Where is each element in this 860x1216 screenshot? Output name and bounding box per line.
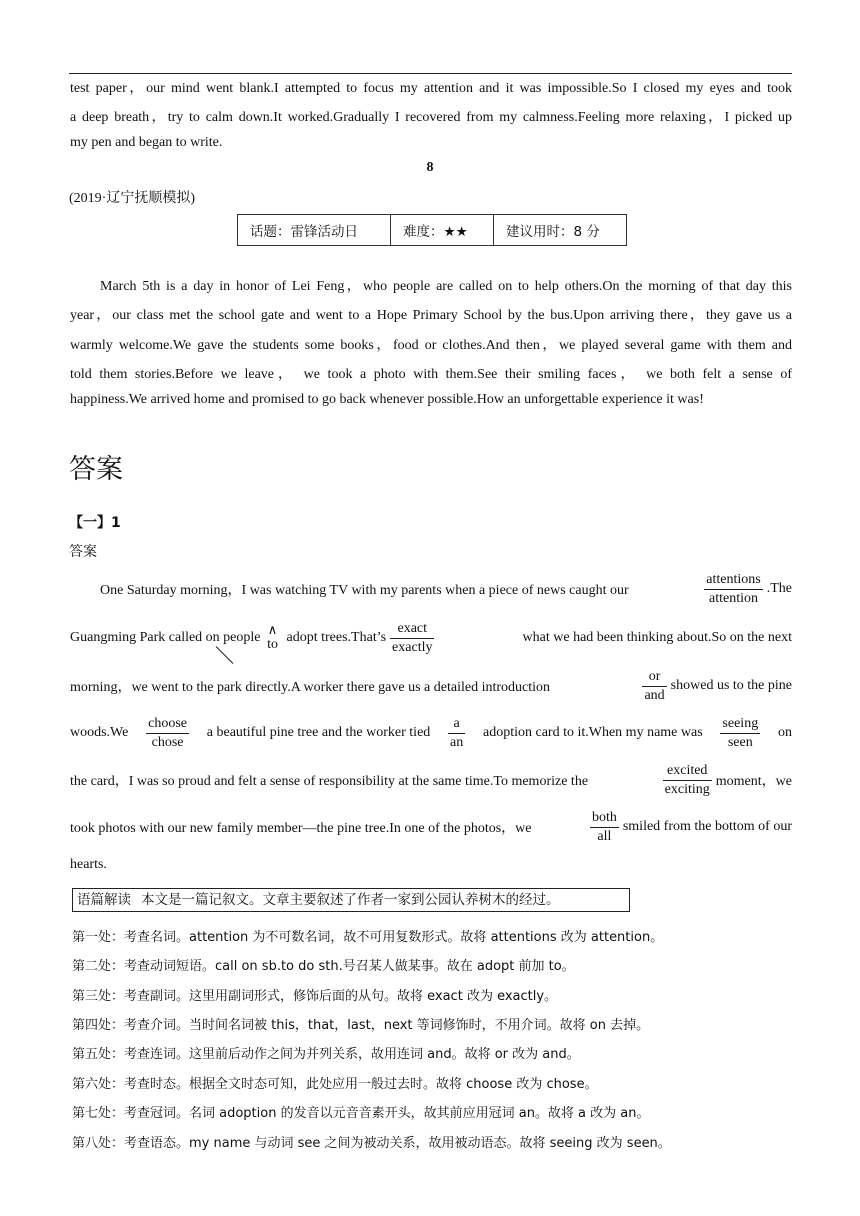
paragraph-line: test paper，our mind went blank.I attempted to focus my attention and it was impossible.So I closed my eyes and took (70, 81, 792, 96)
topic-cell: 话题：雷锋活动日 (238, 215, 391, 246)
note-item: 第七处：考查冠词。名词 adoption 的发音以元音音素开头，故其前应用冠词 an。故将 a 改为 an。 (72, 1106, 650, 1121)
answer-label: 答案 (69, 544, 97, 560)
corrected-text: woods.We (70, 725, 129, 740)
corrected-text: a beautiful pine tree and the worker tied (206, 725, 431, 740)
passage-line: year，our class met the school gate and went to a Hope Primary School by the bus.Upon arriving there，they gave us a (70, 308, 792, 323)
difficulty-cell: 难度：★★ (391, 215, 494, 246)
corrected-text: Guangming Park called on people (70, 630, 261, 645)
correction-mark: $\frac{\text{seeing}}{\text{seen}}$ (722, 716, 759, 750)
corrected-text: One Saturday morning，I was watching TV with my parents when a piece of news caught our (100, 583, 629, 598)
passage-line: March 5th is a day in honor of Lei Feng，who people are called on to help others.On the morning of that day this (100, 279, 792, 294)
corrected-text: morning，we went to the park directly.A worker there gave us a detailed introduction (70, 680, 550, 695)
corrected-text: adoption card to it.When my name was (483, 725, 703, 740)
passage-line: happiness.We arrived home and promised to go back whenever possible.How an unforgettable experience it was! (70, 392, 704, 407)
time-cell: 建议用时：8 分 (494, 215, 627, 246)
correction-mark: $\frac{or}{\text{and}}$ (644, 669, 665, 703)
correction-mark: $\frac{\text{choose}}{\text{chose}}$ (148, 716, 188, 750)
correction-mark: $\frac{\text{attentions}}{\text{attention}}$ (706, 572, 761, 606)
passage-line: warmly welcome.We gave the students some books，food or clothes.And then，we played several game with them and (70, 338, 792, 353)
corrected-text: adopt trees.That’s (286, 630, 387, 645)
analysis-text: 本文是一篇记叙文。文章主要叙述了作者一家到公园认养树木的经过。 (141, 892, 560, 908)
corrected-text: took photos with our new family member—the pine tree.In one of the photos，we (70, 821, 532, 836)
paragraph-line: a deep breath，try to calm down.It worked.Gradually I recovered from my calmness.Feeling more relaxing，I picked up (70, 110, 792, 125)
correction-mark: $\frac{\text{excited}}{\text{exciting}}$ (664, 763, 710, 797)
corrected-text: .The (766, 581, 792, 596)
note-item: 第一处：考查名词。attention 为不可数名词，故不可用复数形式。故将 attentions 改为 attention。 (72, 930, 664, 945)
corrected-text: showed us to the pine (670, 678, 792, 693)
corrected-text: hearts. (70, 857, 107, 872)
section-label: 【一】1 (69, 515, 121, 531)
topic-table (237, 214, 627, 246)
insertion-mark: ∧ to (267, 621, 278, 653)
corrected-text: what we had been thinking about.So on the next (522, 630, 792, 645)
paragraph-line: my pen and began to write. (70, 135, 223, 150)
note-item: 第三处：考查副词。这里用副词形式，修饰后面的从句。故将 exact 改为 exactly。 (72, 989, 558, 1004)
note-item: 第八处：考查语态。my name 与动词 see 之间为被动关系，故用被动语态。故将 seeing 改为 seen。 (72, 1136, 671, 1151)
correction-mark: $\frac{a}{an}$ (450, 716, 464, 750)
note-item: 第五处：考查连词。这里前后动作之间为并列关系，故用连词 and。故将 or 改为 and。 (72, 1047, 580, 1062)
corrected-text: moment，we (715, 774, 792, 789)
note-item: 第四处：考查介词。当时间名词被 this，that，last，next 等词修饰时，不用介词。故将 on 去掉。 (72, 1018, 650, 1033)
correction-mark: $\frac{\text{exact}}{\text{exactly}}$ (392, 621, 433, 655)
corrected-text: on (777, 725, 792, 740)
note-item: 第二处：考查动词短语。call on sb.to do sth.号召某人做某事。故在 adopt 前加 to。 (72, 959, 575, 974)
correction-mark: $\frac{\text{both}}{\text{all}}$ (591, 810, 617, 844)
passage-line: told them stories.Before we leave， we took a photo with them.See their smiling faces， we both felt a sense of (70, 367, 792, 382)
corrected-text: the card，I was so proud and felt a sense of responsibility at the same time.To memorize the (70, 774, 589, 789)
note-item: 第六处：考查时态。根据全文时态可知，此处应用一般过去时。故将 choose 改为 chose。 (72, 1077, 598, 1092)
analysis-box (72, 888, 630, 912)
source-label: (2019·辽宁抚顺模拟) (69, 191, 195, 206)
analysis-label: 语篇解读 (77, 892, 131, 908)
answer-heading: 答案 (69, 454, 123, 485)
item-number: 8 (426, 160, 434, 175)
corrected-text: smiled from the bottom of our (622, 819, 792, 834)
top-rule (69, 73, 792, 74)
